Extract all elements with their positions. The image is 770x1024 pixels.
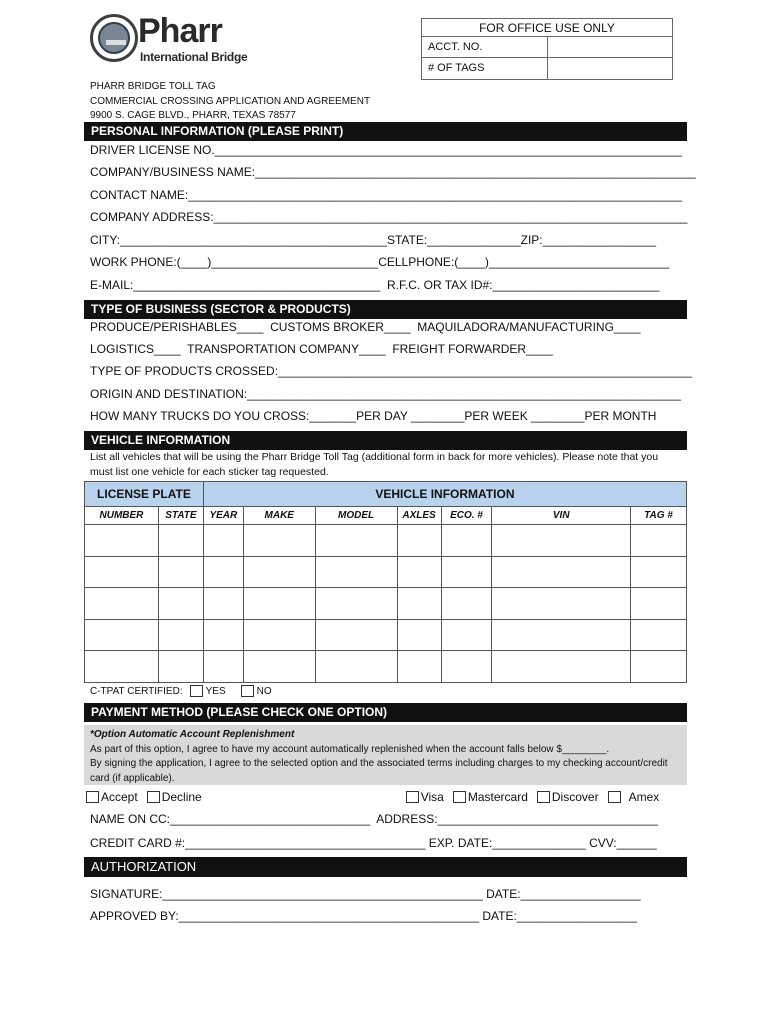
discover-label: Discover — [551, 790, 599, 804]
vehicle-note: List all vehicles that will be using the Pharr Bridge Toll Tag (additional form in back for more vehicles). Please note that you must list one vehicle for each sticker tag requested. — [90, 451, 659, 478]
header-line: PHARR BRIDGE TOLL TAG — [90, 81, 216, 92]
vehicle-info-group-header: VEHICLE INFORMATION — [203, 482, 686, 507]
amex-option[interactable] — [608, 790, 660, 804]
vehicle-cell[interactable] — [397, 588, 441, 620]
pharr-logo — [90, 14, 250, 70]
table-row — [85, 651, 687, 683]
col-state: STATE — [158, 507, 203, 525]
col-eco: ECO. # — [441, 507, 492, 525]
email-tax-field[interactable]: E-MAIL:_____________________________________ R.F.C. OR TAX ID#:_________________________ — [90, 278, 660, 292]
vehicle-cell[interactable] — [158, 588, 203, 620]
vehicle-cell[interactable] — [158, 651, 203, 683]
contact-name-field[interactable]: CONTACT NAME:__________________________________________________________________________ — [90, 188, 683, 202]
signature-field[interactable]: SIGNATURE:________________________________________________ DATE:__________________ — [90, 887, 641, 901]
table-row — [85, 556, 687, 588]
vehicle-cell[interactable] — [243, 619, 315, 651]
city-seal-icon — [90, 14, 138, 62]
authorization-header: AUTHORIZATION — [84, 857, 687, 877]
name-on-cc-field[interactable]: NAME ON CC:______________________________ ADDRESS:_________________________________ — [90, 812, 658, 826]
vehicle-cell[interactable] — [631, 525, 687, 557]
decline-option[interactable] — [147, 790, 202, 804]
visa-label: Visa — [420, 790, 444, 804]
accept-checkbox[interactable] — [86, 791, 99, 803]
vehicle-cell[interactable] — [631, 619, 687, 651]
auto-replenish-text: As part of this option, I agree to have my account automatically replenished when the account falls below $________. — [90, 743, 610, 755]
ctpat-no-label: NO — [256, 685, 272, 697]
vehicle-cell[interactable] — [441, 525, 492, 557]
vehicle-cell[interactable] — [441, 588, 492, 620]
decline-checkbox[interactable] — [147, 791, 160, 803]
vehicle-cell[interactable] — [203, 556, 243, 588]
ctpat-yes-checkbox[interactable] — [190, 685, 203, 697]
vehicle-cell[interactable] — [315, 651, 397, 683]
vehicle-cell[interactable] — [243, 556, 315, 588]
office-use-table — [421, 18, 673, 80]
vehicle-cell[interactable] — [397, 651, 441, 683]
vehicle-cell[interactable] — [243, 588, 315, 620]
table-row — [85, 619, 687, 651]
amex-label: Amex — [628, 790, 660, 804]
company-name-field[interactable]: COMPANY/BUSINESS NAME:__________________________________________________________________ — [90, 165, 696, 179]
num-tags-field[interactable] — [548, 58, 672, 79]
vehicle-cell[interactable] — [85, 556, 159, 588]
logo-subtitle: International Bridge — [140, 50, 248, 64]
office-use-title: FOR OFFICE USE ONLY — [422, 19, 672, 37]
form-header — [90, 80, 370, 124]
header-line: COMMERCIAL CROSSING APPLICATION AND AGREEMENT — [90, 95, 371, 107]
vehicle-cell[interactable] — [441, 556, 492, 588]
phone-field[interactable]: WORK PHONE:(____)_________________________CELLPHONE:(____)___________________________ — [90, 255, 670, 269]
logo-name: Pharr — [138, 12, 222, 50]
vehicle-cell[interactable] — [397, 619, 441, 651]
business-type-header: TYPE OF BUSINESS (SECTOR & PRODUCTS) — [84, 300, 687, 319]
vehicle-cell[interactable] — [631, 588, 687, 620]
vehicle-table — [84, 481, 687, 683]
vehicle-cell[interactable] — [85, 651, 159, 683]
office-row-tags — [422, 58, 672, 79]
mastercard-option[interactable] — [453, 790, 528, 804]
vehicle-cell[interactable] — [315, 525, 397, 557]
office-row-acct — [422, 37, 672, 58]
col-model: MODEL — [315, 507, 397, 525]
vehicle-cell[interactable] — [315, 588, 397, 620]
approved-by-field[interactable]: APPROVED BY:_____________________________________________ DATE:__________________ — [90, 909, 637, 923]
vehicle-cell[interactable] — [85, 588, 159, 620]
driver-license-field[interactable]: DRIVER LICENSE NO.______________________________________________________________________ — [90, 143, 682, 157]
visa-option[interactable] — [406, 790, 444, 804]
vehicle-cell[interactable] — [315, 556, 397, 588]
col-vin: VIN — [492, 507, 631, 525]
ctpat-no-checkbox[interactable] — [241, 685, 254, 697]
business-sector-line-2[interactable]: LOGISTICS____ TRANSPORTATION COMPANY____ FREIGHT FORWARDER____ — [90, 342, 553, 356]
vehicle-cell[interactable] — [492, 588, 631, 620]
personal-info-header: PERSONAL INFORMATION (PLEASE PRINT) — [84, 122, 687, 141]
vehicle-cell[interactable] — [85, 525, 159, 557]
accept-label: Accept — [101, 790, 138, 804]
vehicle-cell[interactable] — [397, 556, 441, 588]
vehicle-cell[interactable] — [203, 619, 243, 651]
vehicle-cell[interactable] — [631, 556, 687, 588]
ctpat-yes-label: YES — [205, 685, 226, 697]
col-number: NUMBER — [85, 507, 159, 525]
business-sector-line-1[interactable]: PRODUCE/PERISHABLES____ CUSTOMS BROKER____ MAQUILADORA/MANUFACTURING____ — [90, 320, 641, 334]
vehicle-cell[interactable] — [203, 525, 243, 557]
ctpat-label: C-TPAT CERTIFIED: — [90, 685, 183, 697]
vehicle-cell[interactable] — [203, 651, 243, 683]
company-address-field[interactable]: COMPANY ADDRESS:_______________________________________________________________________ — [90, 210, 688, 224]
vehicle-cell[interactable] — [158, 525, 203, 557]
acct-no-field[interactable] — [548, 37, 672, 57]
products-crossed-field[interactable]: TYPE OF PRODUCTS CROSSED:______________________________________________________________ — [90, 364, 692, 378]
vehicle-cell[interactable] — [492, 525, 631, 557]
ctpat-row — [90, 685, 272, 697]
vehicle-cell[interactable] — [397, 525, 441, 557]
vehicle-cell[interactable] — [492, 556, 631, 588]
col-year: YEAR — [203, 507, 243, 525]
header-line: 9900 S. CAGE BLVD., PHARR, TEXAS 78577 — [90, 110, 296, 121]
vehicle-cell[interactable] — [243, 525, 315, 557]
decline-label: Decline — [161, 790, 202, 804]
col-tag: TAG # — [631, 507, 687, 525]
vehicle-cell[interactable] — [243, 651, 315, 683]
auto-replenish-terms: By signing the application, I agree to the selected option and the associated terms including charges to my checking account/credit card (if applicable). — [90, 758, 668, 784]
table-row — [85, 588, 687, 620]
vehicle-cell[interactable] — [315, 619, 397, 651]
accept-option[interactable] — [86, 790, 138, 804]
trucks-crossed-field[interactable]: HOW MANY TRUCKS DO YOU CROSS:_______PER DAY ________PER WEEK ________PER MONTH — [90, 409, 657, 423]
city-state-zip-field[interactable]: CITY:________________________________________STATE:______________ZIP:_________________ — [90, 233, 657, 247]
num-tags-label: # OF TAGS — [422, 58, 548, 79]
discover-checkbox[interactable] — [537, 791, 550, 803]
vehicle-cell[interactable] — [631, 651, 687, 683]
license-plate-group-header: LICENSE PLATE — [85, 482, 204, 507]
vehicle-cell[interactable] — [492, 619, 631, 651]
vehicle-cell[interactable] — [441, 619, 492, 651]
discover-option[interactable] — [537, 790, 599, 804]
payment-checkboxes — [86, 790, 659, 804]
origin-destination-field[interactable]: ORIGIN AND DESTINATION:_________________________________________________________________ — [90, 387, 681, 401]
auto-replenish-title: *Option Automatic Account Replenishment — [90, 729, 295, 740]
vehicle-cell[interactable] — [203, 588, 243, 620]
mastercard-label: Mastercard — [467, 790, 528, 804]
vehicle-cell[interactable] — [492, 651, 631, 683]
visa-checkbox[interactable] — [406, 791, 419, 803]
table-row — [85, 525, 687, 557]
acct-no-label: ACCT. NO. — [422, 37, 548, 57]
mastercard-checkbox[interactable] — [453, 791, 466, 803]
vehicle-cell[interactable] — [441, 651, 492, 683]
auto-replenish-box — [84, 725, 687, 785]
amex-checkbox[interactable] — [608, 791, 621, 803]
vehicle-cell[interactable] — [85, 619, 159, 651]
credit-card-field[interactable]: CREDIT CARD #:____________________________________ EXP. DATE:______________ CVV:______ — [90, 836, 657, 850]
col-axles: AXLES — [397, 507, 441, 525]
payment-method-header: PAYMENT METHOD (PLEASE CHECK ONE OPTION) — [84, 703, 687, 722]
vehicle-cell[interactable] — [158, 556, 203, 588]
col-make: MAKE — [243, 507, 315, 525]
vehicle-cell[interactable] — [158, 619, 203, 651]
vehicle-info-header: VEHICLE INFORMATION — [84, 431, 687, 450]
